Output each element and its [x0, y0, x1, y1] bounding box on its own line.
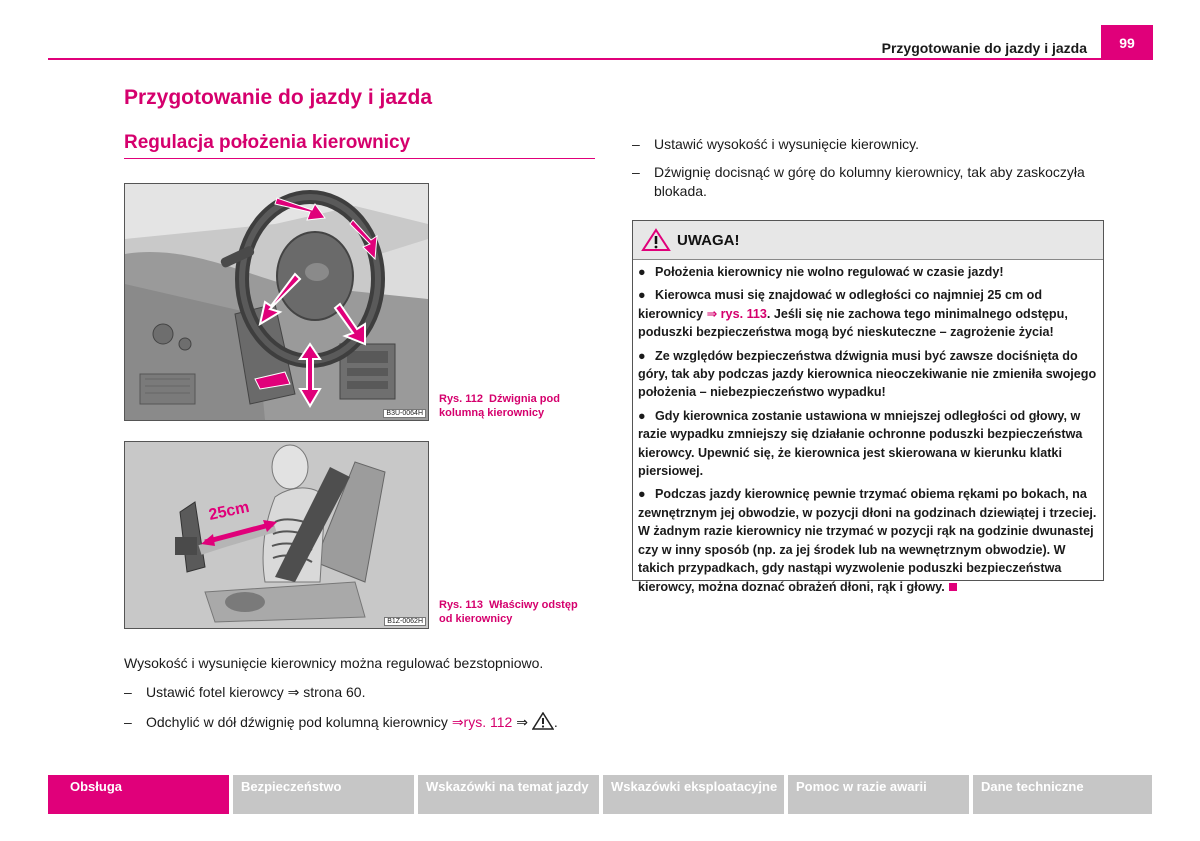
- figure-link[interactable]: ⇒ rys. 113: [706, 306, 767, 321]
- warning-item: [638, 286, 1098, 341]
- arrow-symbol: ⇒: [516, 714, 528, 730]
- dash: –: [632, 164, 640, 180]
- dash: –: [124, 714, 132, 730]
- dash: –: [632, 136, 640, 152]
- driver-distance-illustration: [125, 442, 428, 628]
- warning-text: Podczas jazdy kierownicę pewnie trzymać obiema rękami po bokach, na zewnętrznym jej obwodzie, w pozycji dłoni na godzinach dziewiątej i trzeciej. W żadnym razie kierownicy nie trzymać w pozycji rąk na godzinie dwunastej czy w inny sposób (np. za jej środek lub na wewnętrznym obwodzie). W takich przypadkach, gdy nastąpi wyzwolenie poduszki bezpieczeństwa kierowcy, można doznać obrażeń dłoni, rąk i głowy.: [638, 487, 1097, 594]
- figure-caption-113: [439, 598, 589, 626]
- tab-obsluga[interactable]: Obsługa: [48, 775, 229, 814]
- warning-item: [638, 485, 1098, 595]
- warning-box: [632, 220, 1104, 594]
- step-lock: [632, 163, 1102, 201]
- tab-wskazowki-jazdy[interactable]: Wskazówki na temat jazdy: [418, 775, 599, 814]
- bullet: ●: [638, 348, 646, 363]
- distance-label: 25cm: [207, 498, 251, 524]
- page-number: 99: [1101, 25, 1153, 60]
- figure-steering-lever: [124, 183, 429, 421]
- figure-steering-distance: [124, 441, 429, 629]
- steering-wheel-illustration: [125, 184, 428, 420]
- figure-code: B1Z-0062H: [384, 617, 426, 626]
- arrow-symbol: ⇒: [451, 714, 464, 730]
- warning-triangle-icon: [641, 228, 671, 252]
- chapter-title: Przygotowanie do jazdy i jazda: [124, 86, 433, 109]
- step-text: Ustawić wysokość i wysunięcie kierownicy.: [654, 136, 920, 152]
- warning-triangle-icon[interactable]: [532, 712, 554, 730]
- warning-item: [638, 263, 1098, 281]
- warning-body: [633, 260, 1103, 596]
- caption-text: Właściwy odstęp od kierownicy: [439, 599, 578, 625]
- end-mark-icon: [949, 583, 957, 591]
- step-seat: [124, 683, 604, 702]
- warning-text: Ze względów bezpieczeństwa dźwignia musi być zawsze dociśnięta do góry, tak aby podczas jazdy kierownica nieoczekiwanie nie zmieniła swojego położenia – niebezpieczeństwo wypadku!: [638, 348, 1097, 400]
- figure-link[interactable]: rys. 112: [463, 714, 513, 730]
- tab-wskazowki-eksploatacyjne[interactable]: Wskazówki eksploatacyjne: [603, 775, 784, 814]
- step-text: Ustawić fotel kierowcy ⇒ strona 60.: [146, 684, 366, 700]
- section-title: Regulacja położenia kierownicy: [124, 132, 411, 153]
- dash: –: [124, 684, 132, 700]
- intro-paragraph: Wysokość i wysunięcie kierownicy można regulować bezstopniowo.: [124, 655, 544, 671]
- section-rule: [124, 158, 595, 159]
- warning-header: [633, 221, 1103, 260]
- step-text: Odchylić w dół dźwignię pod kolumną kierownicy: [146, 714, 448, 730]
- tab-dane-techniczne[interactable]: Dane techniczne: [973, 775, 1152, 814]
- step-adjust: [632, 135, 1102, 154]
- warning-title: UWAGA!: [677, 231, 740, 249]
- figure-code: B3U-0064H: [383, 409, 426, 418]
- caption-number: Rys. 113: [439, 599, 484, 611]
- header-rule: [48, 58, 1152, 60]
- running-title: Przygotowanie do jazdy i jazda: [881, 40, 1087, 56]
- bullet: ●: [638, 487, 646, 502]
- bullet: ●: [638, 265, 646, 279]
- tab-bezpieczenstwo[interactable]: Bezpieczeństwo: [233, 775, 414, 814]
- warning-text: . Jeśli się nie zachowa tego minimalnego odstępu, poduszki bezpieczeństwa mogą być nieskuteczne – zagrożenie życia!: [638, 306, 1068, 340]
- figure-caption-112: [439, 392, 589, 420]
- step-text: Dźwignię docisnąć w górę do kolumny kierownicy, tak aby zaskoczyła blokada.: [654, 164, 1085, 199]
- warning-text: Gdy kierownica zostanie ustawiona w mniejszej odległości od głowy, w razie wypadku zmniejszy się działanie ochronne poduszki bezpieczeństwa kierowcy. Upewnić się, że kierownica jest skierowana w kierunku klatki piersiowej.: [638, 408, 1083, 479]
- bullet: ●: [638, 408, 646, 423]
- warning-item: [638, 347, 1098, 402]
- warning-text: Położenia kierownicy nie wolno regulować w czasie jazdy!: [655, 265, 1004, 279]
- warning-text: Kierowca musi się znajdować w odległości co najmniej 25 cm od kierownicy: [638, 288, 1043, 321]
- caption-text: Dźwignia pod kolumną kierownicy: [439, 393, 560, 419]
- step-lever: – Odchylić w dół dźwignię pod kolumną kierownicy ⇒rys. 112 ⇒ .: [124, 714, 558, 730]
- caption-number: Rys. 112: [439, 393, 484, 405]
- bullet: ●: [638, 288, 646, 303]
- tab-pomoc-awarii[interactable]: Pomoc w razie awarii: [788, 775, 969, 814]
- warning-item: [638, 407, 1098, 481]
